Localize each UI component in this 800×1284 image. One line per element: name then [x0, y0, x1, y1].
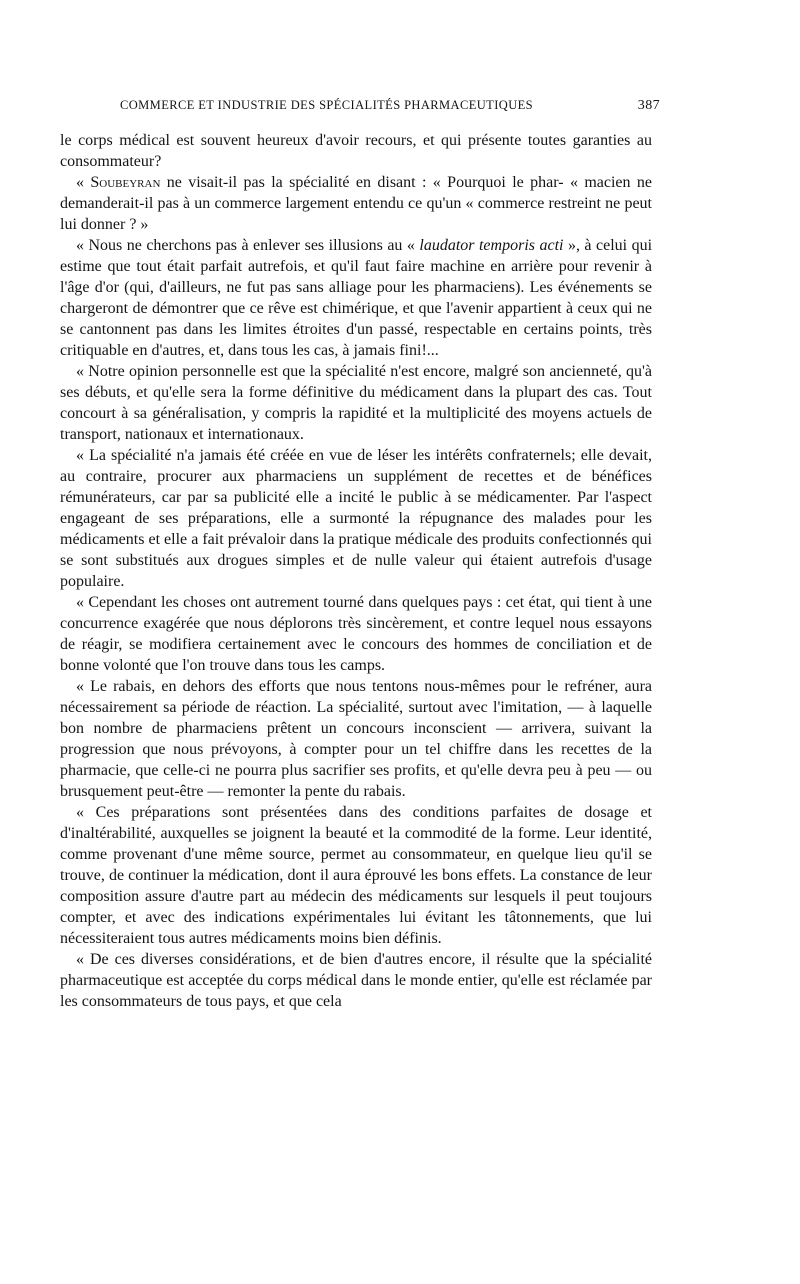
paragraph-opinion: « Notre opinion personnelle est que la spécialité n'est encore, malgré son ancienneté, qu'à ses débuts, et qu'elle sera la forme définitive du médicament dans la plupart des cas. Tout concourt à sa généralisation, y compris la rapidité et la multiplicité des moyens actuels de transport, nationaux et internationaux. — [60, 363, 652, 443]
paragraph-soubeyran-quote — [60, 172, 652, 235]
book-page — [60, 96, 660, 1012]
body-text — [60, 130, 652, 1012]
running-header — [60, 96, 660, 118]
paragraph-continuation: le corps médical est souvent heureux d'avoir recours, et qui présente toutes garanties au consommateur? — [60, 132, 652, 170]
paragraph-text: ne visait-il pas la spécialité en disant : « Pourquoi le phar- « macien ne demanderait-il pas à un commerce largement entendu ce qu'un « commerce restreint ne peut lui donner ? » — [60, 174, 652, 233]
paragraph-cependant: « Cependant les choses ont autrement tourné dans quelques pays : cet état, qui tient à une concurrence exagérée que nous déplorons très sincèrement, et contre lequel nous essayons de réagir, se modifiera certainement avec le concours des hommes de conciliation et de bonne volonté que l'on trouve dans tous les camps. — [60, 594, 652, 674]
opening-guillemet: « — [76, 174, 91, 191]
running-title: COMMERCE ET INDUSTRIE DES SPÉCIALITÉS PHARMACEUTIQUES — [120, 98, 534, 112]
author-name-soubeyran: Soubeyran — [90, 174, 161, 191]
paragraph-considerations: « De ces diverses considérations, et de bien d'autres encore, il résulte que la spécialité pharmaceutique est acceptée du corps médical dans le monde entier, qu'elle est réclamée par les consommateurs de tous pays, et que cela — [60, 951, 652, 1010]
paragraph-specialite-creation: « La spécialité n'a jamais été créée en vue de léser les intérêts confraternels; elle devait, au contraire, procurer aux pharmaciens un supplément de recettes et de bénéfices rémunérateurs, car par sa publicité elle a incité le public à se médicamenter. Par l'aspect engageant de ses préparations, elle a surmonté la répugnance des malades pour les médicaments et elle a fait prévaloir dans la pratique médicale des produits confectionnés qui se sont substitués aux drogues simples et de nulle valeur qui étaient autrefois d'usage populaire. — [60, 447, 652, 590]
latin-phrase: laudator temporis acti — [419, 237, 564, 254]
page-number: 387 — [637, 98, 660, 113]
paragraph-text-after: », à celui qui estime que tout était parfait autrefois, et qu'il faut faire machine en arrière pour revenir à l'âge d'or (qui, d'ailleurs, ne fut pas sans alliage pour les pharmaciens). Les événements se chargeront de démontrer que ce rêve est chimérique, et que l'avenir appartient à ceux qui ne se cantonnent pas dans les limites étroites d'un passé, respectable en certains points, très critiquable en d'autres, et, dans tous les cas, à jamais fini!... — [60, 237, 653, 359]
paragraph-rabais: « Le rabais, en dehors des efforts que nous tentons nous-mêmes pour le refréner, aura nécessairement sa période de réaction. La spécialité, surtout avec l'imitation, — à laquelle bon nombre de pharmaciens prêtent un concours inconscient — arrivera, suivant la progression que nous prévoyons, à compter pour un tel chiffre dans les recettes de la pharmacie, que celle-ci ne pourra plus sacrifier ses profits, et qu'elle devra peu à peu — ou brusquement peut-être — remonter la pente du rabais. — [60, 678, 652, 800]
paragraph-preparations: « Ces préparations sont présentées dans des conditions parfaites de dosage et d'inaltérabilité, auxquelles se joignent la beauté et la commodité de la forme. Leur identité, comme provenant d'une même source, permet au consommateur, en quelque lieu qu'il se trouve, de continuer la médication, dont il aura éprouvé les bons effets. La constance de leur composition assure d'autre part au médecin des médicaments sur lesquels il peut toujours compter, et avec des indications expérimentales lui évitant les tâtonnements, que lui nécessiteraient tous autres médicaments moins bien définis. — [60, 804, 652, 947]
paragraph-text-before: « Nous ne cherchons pas à enlever ses illusions au « — [76, 237, 420, 254]
paragraph-laudator — [60, 235, 652, 361]
